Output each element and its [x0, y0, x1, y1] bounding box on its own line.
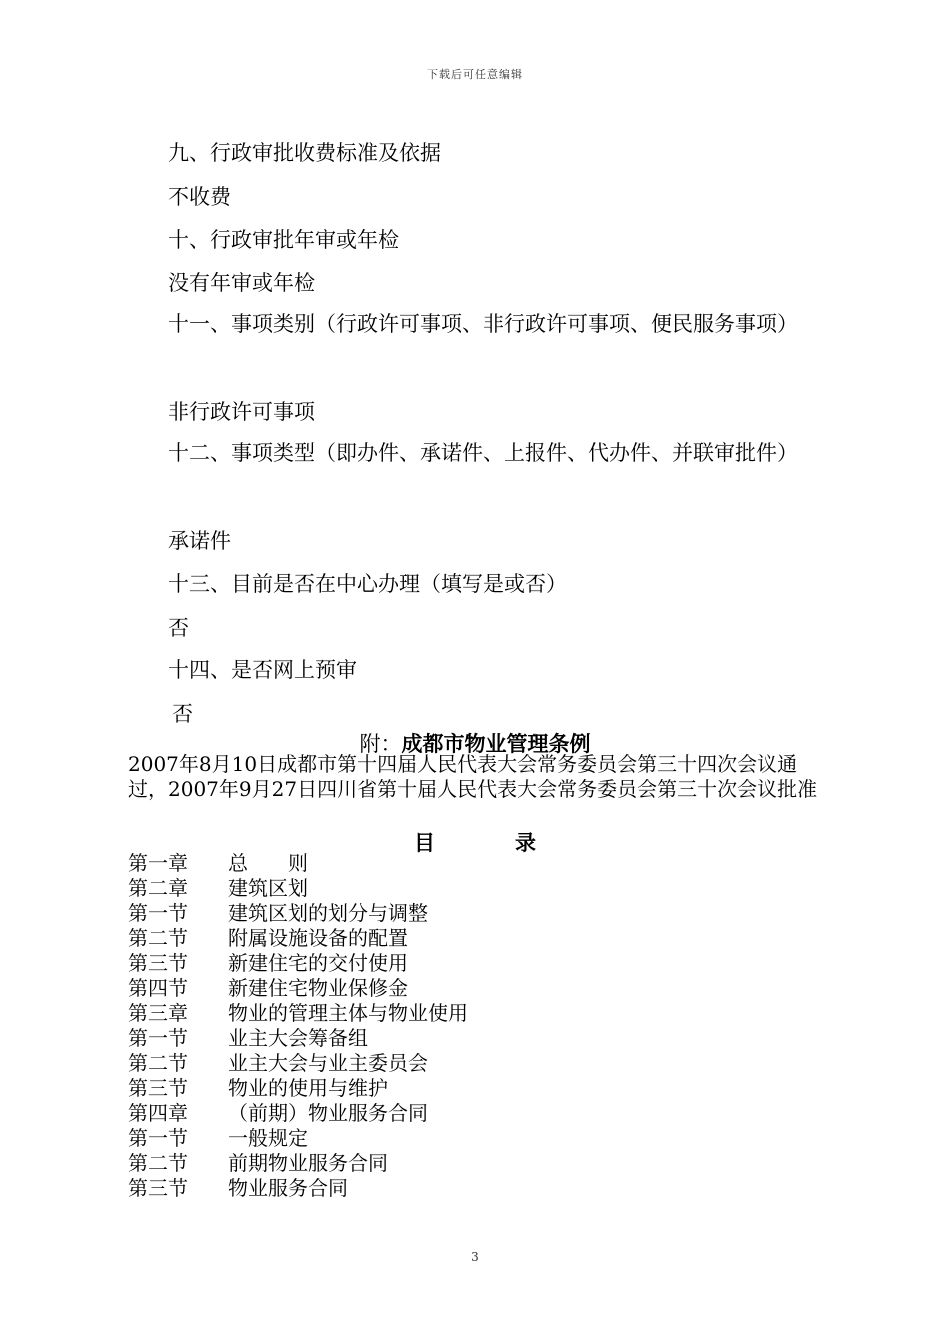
toc-entry-title: 物业的使用与维护	[228, 1076, 388, 1100]
appendix-intro: 2007年8月10日成都市第十四届人民代表大会常务委员会第三十四次会议通过，2007年9月27日四川省第十届人民代表大会常务委员会第三十次会议批准	[128, 752, 818, 801]
toc-entry-number: 第二节	[128, 926, 188, 950]
toc-entry-title: 物业服务合同	[228, 1176, 348, 1200]
toc-entry-title: 一般规定	[228, 1126, 308, 1150]
toc-entry	[128, 1176, 468, 1201]
toc-entry	[128, 1026, 468, 1051]
toc-entry-number: 第三节	[128, 1176, 188, 1200]
toc-entry-title: 前期物业服务合同	[228, 1151, 388, 1175]
toc-entry	[128, 1076, 468, 1101]
toc-entry-number: 第四章	[128, 1101, 188, 1125]
page-header: 下载后可任意编辑	[427, 68, 523, 81]
toc-entry	[128, 926, 468, 951]
toc-entry-title: 物业的管理主体与物业使用	[228, 1001, 468, 1025]
toc-entry-title: 附属设施设备的配置	[228, 926, 408, 950]
item-10-value: 没有年审或年检	[168, 271, 315, 295]
toc-entry	[128, 1001, 468, 1026]
toc-entry-number: 第三节	[128, 1076, 188, 1100]
toc-entry-number: 第一章	[128, 851, 188, 875]
item-9-value: 不收费	[168, 185, 231, 209]
toc-entry	[128, 1151, 468, 1176]
toc-entry	[128, 876, 468, 901]
toc-entry-number: 第三节	[128, 951, 188, 975]
toc-entry-title: 新建住宅的交付使用	[228, 951, 408, 975]
table-of-contents	[128, 851, 468, 1201]
toc-entry-title: 建筑区划的划分与调整	[228, 901, 428, 925]
toc-entry-number: 第一节	[128, 1026, 188, 1050]
toc-entry-title: 业主大会与业主委员会	[228, 1051, 428, 1075]
item-12-heading: 十二、事项类型（即办件、承诺件、上报件、代办件、并联审批件）	[168, 441, 798, 465]
item-9-heading: 九、行政审批收费标准及依据	[168, 141, 441, 165]
item-13-heading: 十三、目前是否在中心办理（填写是或否）	[168, 572, 567, 596]
item-12-value: 承诺件	[168, 529, 231, 553]
toc-entry-number: 第二章	[128, 876, 188, 900]
toc-entry-title: 新建住宅物业保修金	[228, 976, 408, 1000]
appendix-title-text: 成都市物业管理条例	[401, 731, 591, 756]
appendix-prefix: 附：	[359, 732, 402, 756]
item-10-heading: 十、行政审批年审或年检	[168, 228, 399, 252]
item-11-heading: 十一、事项类别（行政许可事项、非行政许可事项、便民服务事项）	[168, 312, 798, 336]
item-11-value: 非行政许可事项	[168, 400, 315, 424]
toc-entry-number: 第一节	[128, 901, 188, 925]
toc-title: 目录	[414, 830, 616, 855]
toc-entry-title: 总 则	[228, 851, 308, 875]
toc-entry-number: 第二节	[128, 1051, 188, 1075]
toc-entry-title: 业主大会筹备组	[228, 1026, 368, 1050]
toc-entry	[128, 1051, 468, 1076]
item-13-value: 否	[168, 616, 189, 640]
toc-entry	[128, 976, 468, 1001]
toc-entry	[128, 851, 468, 876]
toc-entry-title: 建筑区划	[228, 876, 308, 900]
toc-entry-number: 第三章	[128, 1001, 188, 1025]
toc-entry-number: 第四节	[128, 976, 188, 1000]
item-14-value: 否	[172, 702, 193, 726]
toc-entry	[128, 901, 468, 926]
toc-entry	[128, 951, 468, 976]
toc-entry-title: （前期）物业服务合同	[228, 1101, 428, 1125]
toc-entry	[128, 1101, 468, 1126]
item-14-heading: 十四、是否网上预审	[168, 658, 357, 682]
toc-entry	[128, 1126, 468, 1151]
toc-entry-number: 第一节	[128, 1126, 188, 1150]
toc-entry-number: 第二节	[128, 1151, 188, 1175]
page-number: 3	[471, 1250, 479, 1264]
